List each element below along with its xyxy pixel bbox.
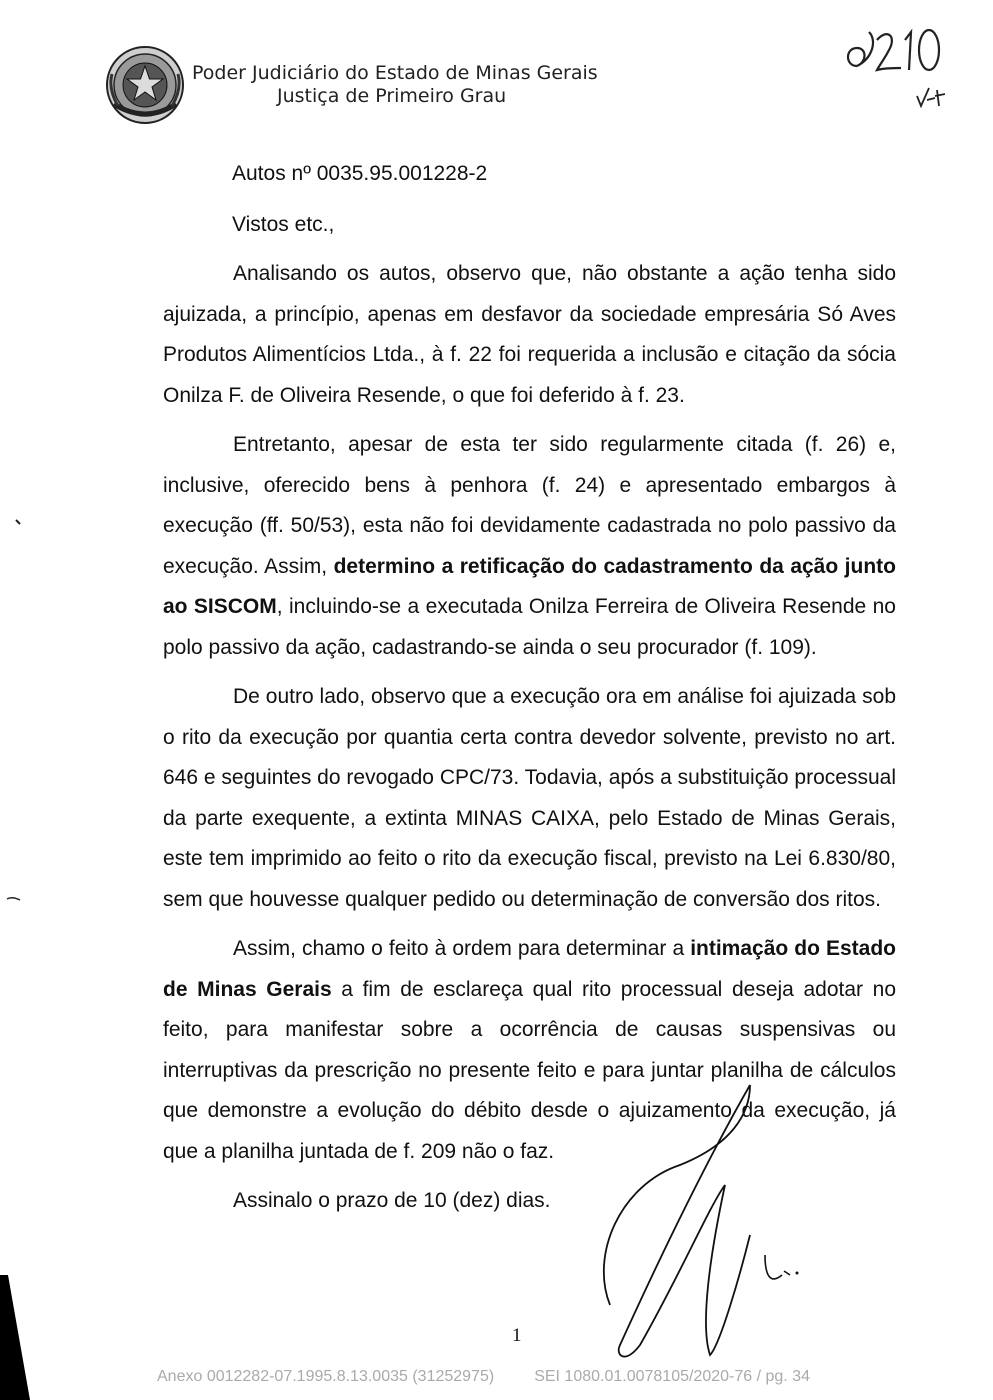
paragraph-2-bold: determino a retificação do cadastramento da ação junto ao SISCOM bbox=[163, 554, 896, 618]
page-number: 1 bbox=[512, 1325, 522, 1346]
paragraph-2-text-b: , incluindo-se a executada Onilza Ferreira de Oliveira Resende no polo passivo da ação, cadastrando-se ainda o seu procurador (f. 109). bbox=[163, 595, 896, 659]
paragraph-4 bbox=[163, 929, 896, 1172]
court-header bbox=[192, 62, 598, 108]
scan-mark bbox=[14, 518, 24, 528]
paragraph-1: Analisando os autos, observo que, não obstante a ação tenha sido ajuizada, a princípio, apenas em desfavor da sociedade empresária Só Aves Produtos Alimentícios Ltda., à f. 22 foi requerida a inclusão e citação da sócia Onilza F. de Oliveira Resende, o que foi deferido à f. 23. bbox=[163, 262, 896, 407]
scan-mark bbox=[6, 894, 22, 904]
footer-sei: SEI 1080.01.0078105/2020-76 / pg. 34 bbox=[534, 1368, 810, 1385]
paragraph-5: Assinalo o prazo de 10 (dez) dias. bbox=[233, 1189, 551, 1212]
paragraph-2 bbox=[163, 425, 896, 668]
paragraph-4-text-b: a fim de esclareça qual rito processual deseja adotar no feito, para manifestar sobre a ocorrência de causas suspensivas ou interruptivas da prescrição no presente feito e para juntar planilha de cálculos que demonstre a evolução do débito desde o ajuizamento da execução, já que a planilha juntada de f. 209 não o faz. bbox=[163, 977, 897, 1163]
minas-gerais-seal-icon bbox=[104, 44, 186, 126]
header-line2: Justiça de Primeiro Grau bbox=[277, 85, 507, 107]
header-line1: Poder Judiciário do Estado de Minas Gerais bbox=[192, 62, 598, 84]
paragraph-4-text-a: Assim, chamo o feito à ordem para determinar a bbox=[233, 937, 691, 960]
handwritten-page-number bbox=[843, 18, 953, 108]
scan-edge-shadow bbox=[0, 1275, 30, 1400]
body-text bbox=[163, 254, 896, 1222]
case-number: Autos nº 0035.95.001228-2 bbox=[232, 162, 488, 185]
document-footer bbox=[157, 1368, 810, 1386]
paragraph-3: De outro lado, observo que a execução ora em análise foi ajuizada sob o rito da execução por quantia certa contra devedor solvente, previsto no art. 646 e seguintes do revogado CPC/73. Todavia, após a substituição processual da parte exequente, a extinta MINAS CAIXA, pelo Estado de Minas Gerais, este tem imprimido ao feito o rito da execução fiscal, previsto na Lei 6.830/80, sem que houvesse qualquer pedido ou determinação de conversão dos ritos. bbox=[163, 685, 896, 911]
paragraph-2-text-a: Entretanto, apesar de esta ter sido regularmente citada (f. 26) e, inclusive, oferecido bens à penhora (f. 24) e apresentado embargos à execução (ff. 50/53), esta não foi devidamente cadastrada no polo passivo da execução. Assim, bbox=[163, 433, 896, 578]
paragraph-4-bold: intimação do Estado de Minas Gerais bbox=[163, 937, 896, 1001]
footer-annex: Anexo 0012282-07.1995.8.13.0035 (31252975) bbox=[157, 1368, 495, 1385]
greeting: Vistos etc., bbox=[232, 213, 335, 236]
